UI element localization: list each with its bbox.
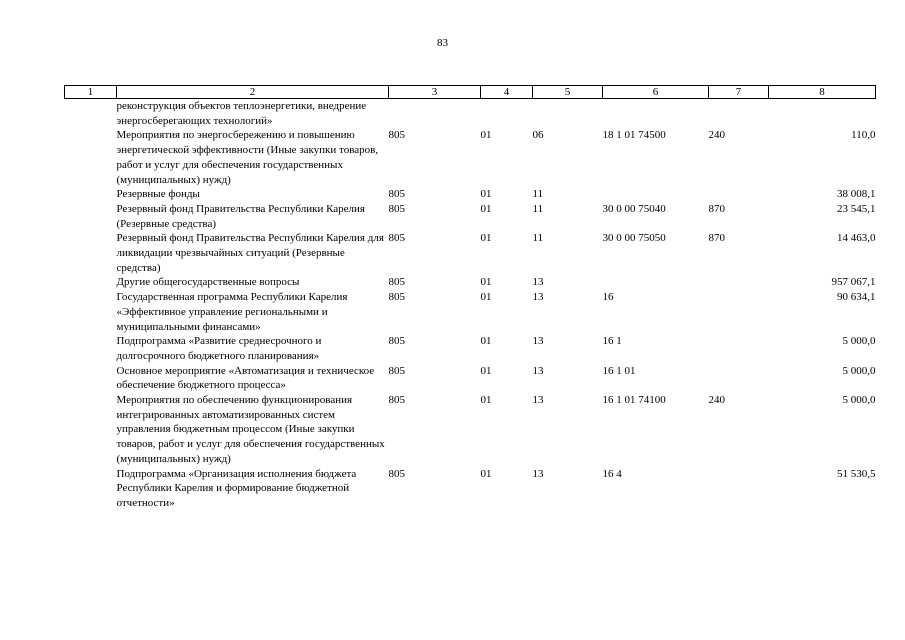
item-name: Мероприятия по обеспечению функционирования интегрированных автоматизированных систем управления бюджетным процессом (Иные закупки товаров, работ и услуг для обеспечения государственных (муниципальных) нужд) xyxy=(116,394,385,465)
amount: 5 000,0 xyxy=(842,335,876,348)
row-number-cell xyxy=(65,128,117,187)
header-cell: 6 xyxy=(603,86,709,99)
expense-type-code xyxy=(709,467,769,511)
section-code: 01 xyxy=(480,291,492,304)
subsection-code: 13 xyxy=(532,467,544,480)
target-article-code: 16 1 01 xyxy=(602,364,636,377)
page-number: 83 xyxy=(437,37,448,49)
target-article-code: 30 0 00 75050 xyxy=(602,232,666,245)
section-code: 01 xyxy=(480,394,492,407)
row-number-cell xyxy=(65,364,117,393)
row-number-cell xyxy=(65,290,117,334)
row-number-cell xyxy=(65,231,117,275)
table-row xyxy=(65,187,876,202)
table-row xyxy=(65,467,876,511)
budget-table xyxy=(64,85,876,511)
table-row xyxy=(65,128,876,187)
expense-type-code: 870 xyxy=(708,232,725,245)
header-cell: 4 xyxy=(481,86,533,99)
section-code: 01 xyxy=(480,129,492,142)
expense-type-code: 870 xyxy=(708,202,725,215)
item-name: реконструкция объектов теплоэнергетики, внедрение энергосберегающих технологий» xyxy=(116,100,367,127)
section-code: 01 xyxy=(480,467,492,480)
item-name: Государственная программа Республики Карелия «Эффективное управление региональными и муниципальными финансами» xyxy=(116,291,348,333)
target-article-code: 16 4 xyxy=(602,467,622,480)
expense-type-code xyxy=(709,290,769,334)
item-name: Резервные фонды xyxy=(116,188,200,201)
row-number-cell xyxy=(65,99,117,129)
admin-code: 805 xyxy=(388,188,405,201)
item-name: Подпрограмма «Развитие среднесрочного и долгосрочного бюджетного планирования» xyxy=(116,335,322,362)
subsection-code: 11 xyxy=(532,188,544,201)
subsection-code: 06 xyxy=(532,129,544,142)
header-cell: 3 xyxy=(389,86,481,99)
amount: 14 463,0 xyxy=(837,232,876,245)
item-name: Мероприятия по энергосбережению и повышению энергетической эффективности (Иные закупки товаров, работ и услуг для обеспечения государственных (муниципальных) нужд) xyxy=(116,129,379,186)
subsection-code: 13 xyxy=(532,335,544,348)
item-name: Резервный фонд Правительства Республики Карелия для ликвидации чрезвычайных ситуаций (Резервные средства) xyxy=(116,232,384,274)
subsection-code: 13 xyxy=(532,291,544,304)
table-row xyxy=(65,364,876,393)
target-article-code: 16 xyxy=(602,291,614,304)
amount: 110,0 xyxy=(851,129,876,142)
expense-type-code xyxy=(709,99,769,129)
table-row xyxy=(65,275,876,290)
admin-code: 805 xyxy=(388,467,405,480)
subsection-code: 11 xyxy=(532,202,544,215)
admin-code: 805 xyxy=(388,364,405,377)
amount: 957 067,1 xyxy=(831,276,876,289)
amount: 23 545,1 xyxy=(837,202,876,215)
row-number-cell xyxy=(65,202,117,231)
row-number-cell xyxy=(65,393,117,467)
row-number-cell xyxy=(65,334,117,363)
amount: 38 008,1 xyxy=(837,188,876,201)
table-row xyxy=(65,393,876,467)
row-number-cell xyxy=(65,275,117,290)
table-row xyxy=(65,231,876,275)
expense-type-code xyxy=(709,334,769,363)
expense-type-code: 240 xyxy=(708,394,725,407)
header-cell: 2 xyxy=(117,86,389,99)
section-code: 01 xyxy=(480,364,492,377)
row-number-cell xyxy=(65,187,117,202)
table-row xyxy=(65,99,876,129)
header-row xyxy=(65,86,876,99)
admin-code: 805 xyxy=(388,232,405,245)
section-code xyxy=(481,99,533,129)
target-article-code: 16 1 01 74100 xyxy=(602,394,666,407)
admin-code xyxy=(389,99,481,129)
header-cell: 5 xyxy=(533,86,603,99)
expense-type-code xyxy=(709,364,769,393)
amount: 5 000,0 xyxy=(842,364,876,377)
amount: 5 000,0 xyxy=(842,394,876,407)
subsection-code: 13 xyxy=(532,364,544,377)
target-article-code xyxy=(603,275,709,290)
admin-code: 805 xyxy=(388,335,405,348)
header-cell: 8 xyxy=(769,86,876,99)
expense-type-code xyxy=(709,275,769,290)
table-row xyxy=(65,290,876,334)
item-name: Другие общегосударственные вопросы xyxy=(116,276,300,289)
subsection-code: 13 xyxy=(532,394,544,407)
target-article-code: 16 1 xyxy=(602,335,622,348)
table-row xyxy=(65,202,876,231)
target-article-code xyxy=(603,187,709,202)
header-cell: 7 xyxy=(709,86,769,99)
section-code: 01 xyxy=(480,202,492,215)
admin-code: 805 xyxy=(388,291,405,304)
admin-code: 805 xyxy=(388,276,405,289)
subsection-code: 13 xyxy=(532,276,544,289)
target-article-code: 18 1 01 74500 xyxy=(602,129,666,142)
amount: 90 634,1 xyxy=(837,291,876,304)
item-name: Основное мероприятие «Автоматизация и техническое обеспечение бюджетного процесса» xyxy=(116,364,375,392)
section-code: 01 xyxy=(480,276,492,289)
target-article-code: 30 0 00 75040 xyxy=(602,202,666,215)
row-number-cell xyxy=(65,467,117,511)
target-article-code xyxy=(603,99,709,129)
admin-code: 805 xyxy=(388,394,405,407)
admin-code: 805 xyxy=(388,129,405,142)
expense-type-code: 240 xyxy=(708,129,725,142)
header-cell: 1 xyxy=(65,86,117,99)
amount: 51 530,5 xyxy=(837,467,876,480)
subsection-code xyxy=(533,99,603,129)
item-name: Резервный фонд Правительства Республики Карелия (Резервные средства) xyxy=(116,202,365,230)
amount xyxy=(769,99,876,129)
expense-type-code xyxy=(709,187,769,202)
item-name: Подпрограмма «Организация исполнения бюджета Республики Карелия и формирование бюджетной отчетности» xyxy=(116,467,357,509)
section-code: 01 xyxy=(480,335,492,348)
section-code: 01 xyxy=(480,188,492,201)
table-row xyxy=(65,334,876,363)
subsection-code: 11 xyxy=(532,232,544,245)
section-code: 01 xyxy=(480,232,492,245)
admin-code: 805 xyxy=(388,202,405,215)
